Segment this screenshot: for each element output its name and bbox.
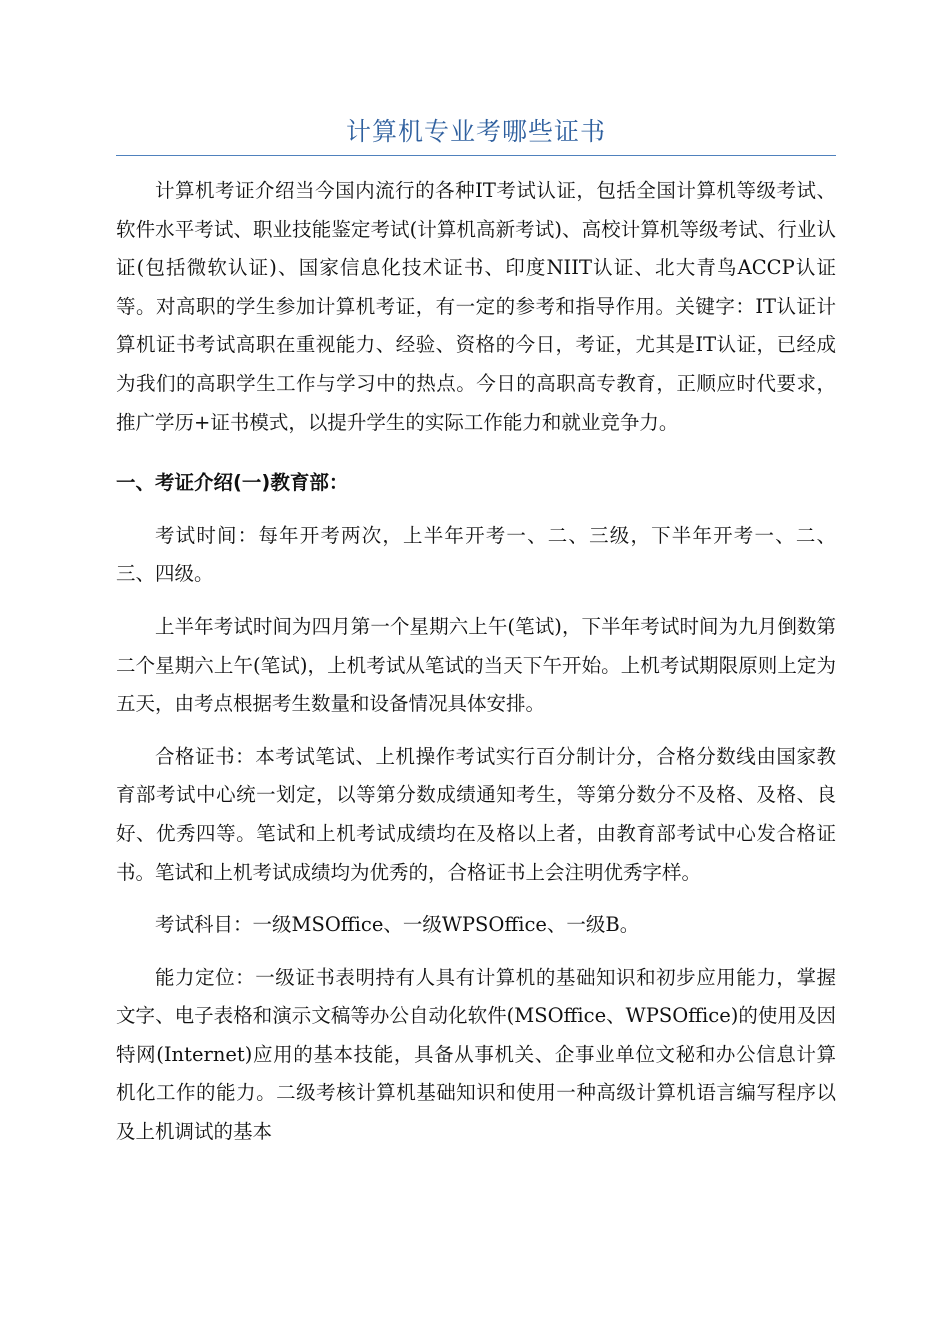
intro-paragraph: 计算机考证介绍当今国内流行的各种IT考试认证，包括全国计算机等级考试、软件水平考试、职业技能鉴定考试(计算机高新考试)、高校计算机等级考试、行业认证(包括微软认证)、国家信息化技术证书、印度NIIT认证、北大青鸟ACCP认证等。对高职的学生参加计算机考证，有一定的参考和指导作用。关键字：IT认证计算机证书考试高职在重视能力、经验、资格的今日，考证，尤其是IT认证，已经成为我们的高职学生工作与学习中的热点。今日的高职高专教育，正顺应时代要求，推广学历+证书模式，以提升学生的实际工作能力和就业竞争力。 [116,179,836,434]
exam-subjects-paragraph: 考试科目：一级MSOffice、一级WPSOffice、一级B。 [155,913,640,937]
exam-schedule-paragraph: 上半年考试时间为四月第一个星期六上午(笔试)，下半年考试时间为九月倒数第二个星期六上午(笔试)，上机考试从笔试的当天下午开始。上机考试期限原则上定为五天，由考点根据考生数量和设备情况具体安排。 [116,614,836,716]
ability-paragraph: 能力定位：一级证书表明持有人具有计算机的基础知识和初步应用能力，掌握文字、电子表格和演示文稿等办公自动化软件(MSOffice、WPSOffice)的使用及因特网(Internet)应用的基本技能，具备从事机关、企事业单位文秘和办公信息计算机化工作的能力。二级考核计算机基础知识和使用一种高级计算机语言编写程序以及上机调试的基本 [116,965,836,1144]
section-heading: 一、考证介绍(一)教育部： [116,471,349,495]
document-title: 计算机专业考哪些证书 [345,117,606,146]
certificate-paragraph: 合格证书：本考试笔试、上机操作考试实行百分制计分，合格分数线由国家教育部考试中心统一划定，以等第分数成绩通知考生，等第分数分不及格、及格、良好、优秀四等。笔试和上机考试成绩均在及格以上者，由教育部考试中心发合格证书。笔试和上机考试成绩均为优秀的，合格证书上会注明优秀字样。 [116,744,836,884]
document-body [116,172,836,1166]
exam-time-paragraph: 考试时间：每年开考两次，上半年开考一、二、三级，下半年开考一、二、三、四级。 [116,523,836,586]
title-underline [116,155,836,156]
